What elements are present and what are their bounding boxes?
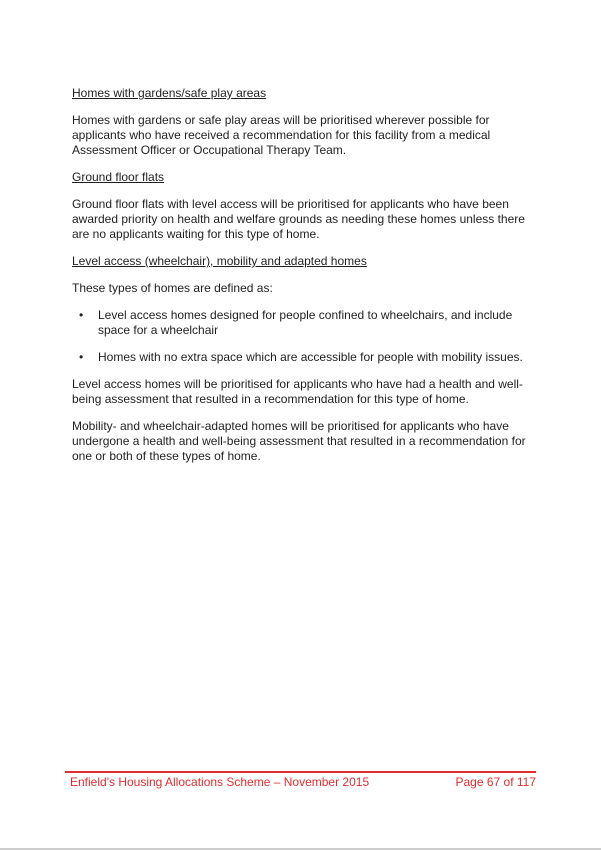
para-level-access-priority: Level access homes will be prioritised for applicants who have had a health and well-being assessment that resulted in a recommendation for this type of home.: [72, 377, 523, 406]
heading-level-access-mobility: Level access (wheelchair), mobility and adapted homes: [72, 254, 367, 268]
list-item-text: Level access homes designed for people confined to wheelchairs, and include space for a wheelchair: [98, 308, 513, 337]
footer-page-number: Page 67 of 117: [455, 775, 536, 789]
document-content: [72, 86, 537, 476]
heading-ground-floor-flats: Ground floor flats: [72, 170, 165, 184]
para-ground-floor-priority: Ground floor flats with level access will be prioritised for applicants who have been awarded priority on health and welfare grounds as needing these homes unless there are no applicants waiting for this type of home.: [72, 197, 525, 241]
footer-row: [65, 773, 536, 790]
bullet-icon: •: [79, 308, 84, 322]
list-item: [72, 350, 537, 365]
para-mobility-adapted-priority: Mobility- and wheelchair-adapted homes will be prioritised for applicants who have undergone a health and well-being assessment that resulted in a recommendation for one or both of these types of home.: [72, 419, 526, 463]
footer-document-title: Enfield's Housing Allocations Scheme – November 2015: [70, 775, 370, 789]
page-footer: [65, 771, 536, 790]
heading-gardens-safe-play: Homes with gardens/safe play areas: [72, 86, 267, 100]
list-item: [72, 308, 537, 338]
para-gardens-priority: Homes with gardens or safe play areas will be prioritised wherever possible for applicants who have received a recommendation for this facility from a medical Assessment Officer or Occupational Therapy Team.: [72, 113, 491, 157]
bullet-icon: •: [79, 350, 84, 364]
para-homes-defined-as: These types of homes are defined as:: [72, 281, 273, 295]
list-item-text: Homes with no extra space which are accessible for people with mobility issues.: [98, 350, 523, 364]
